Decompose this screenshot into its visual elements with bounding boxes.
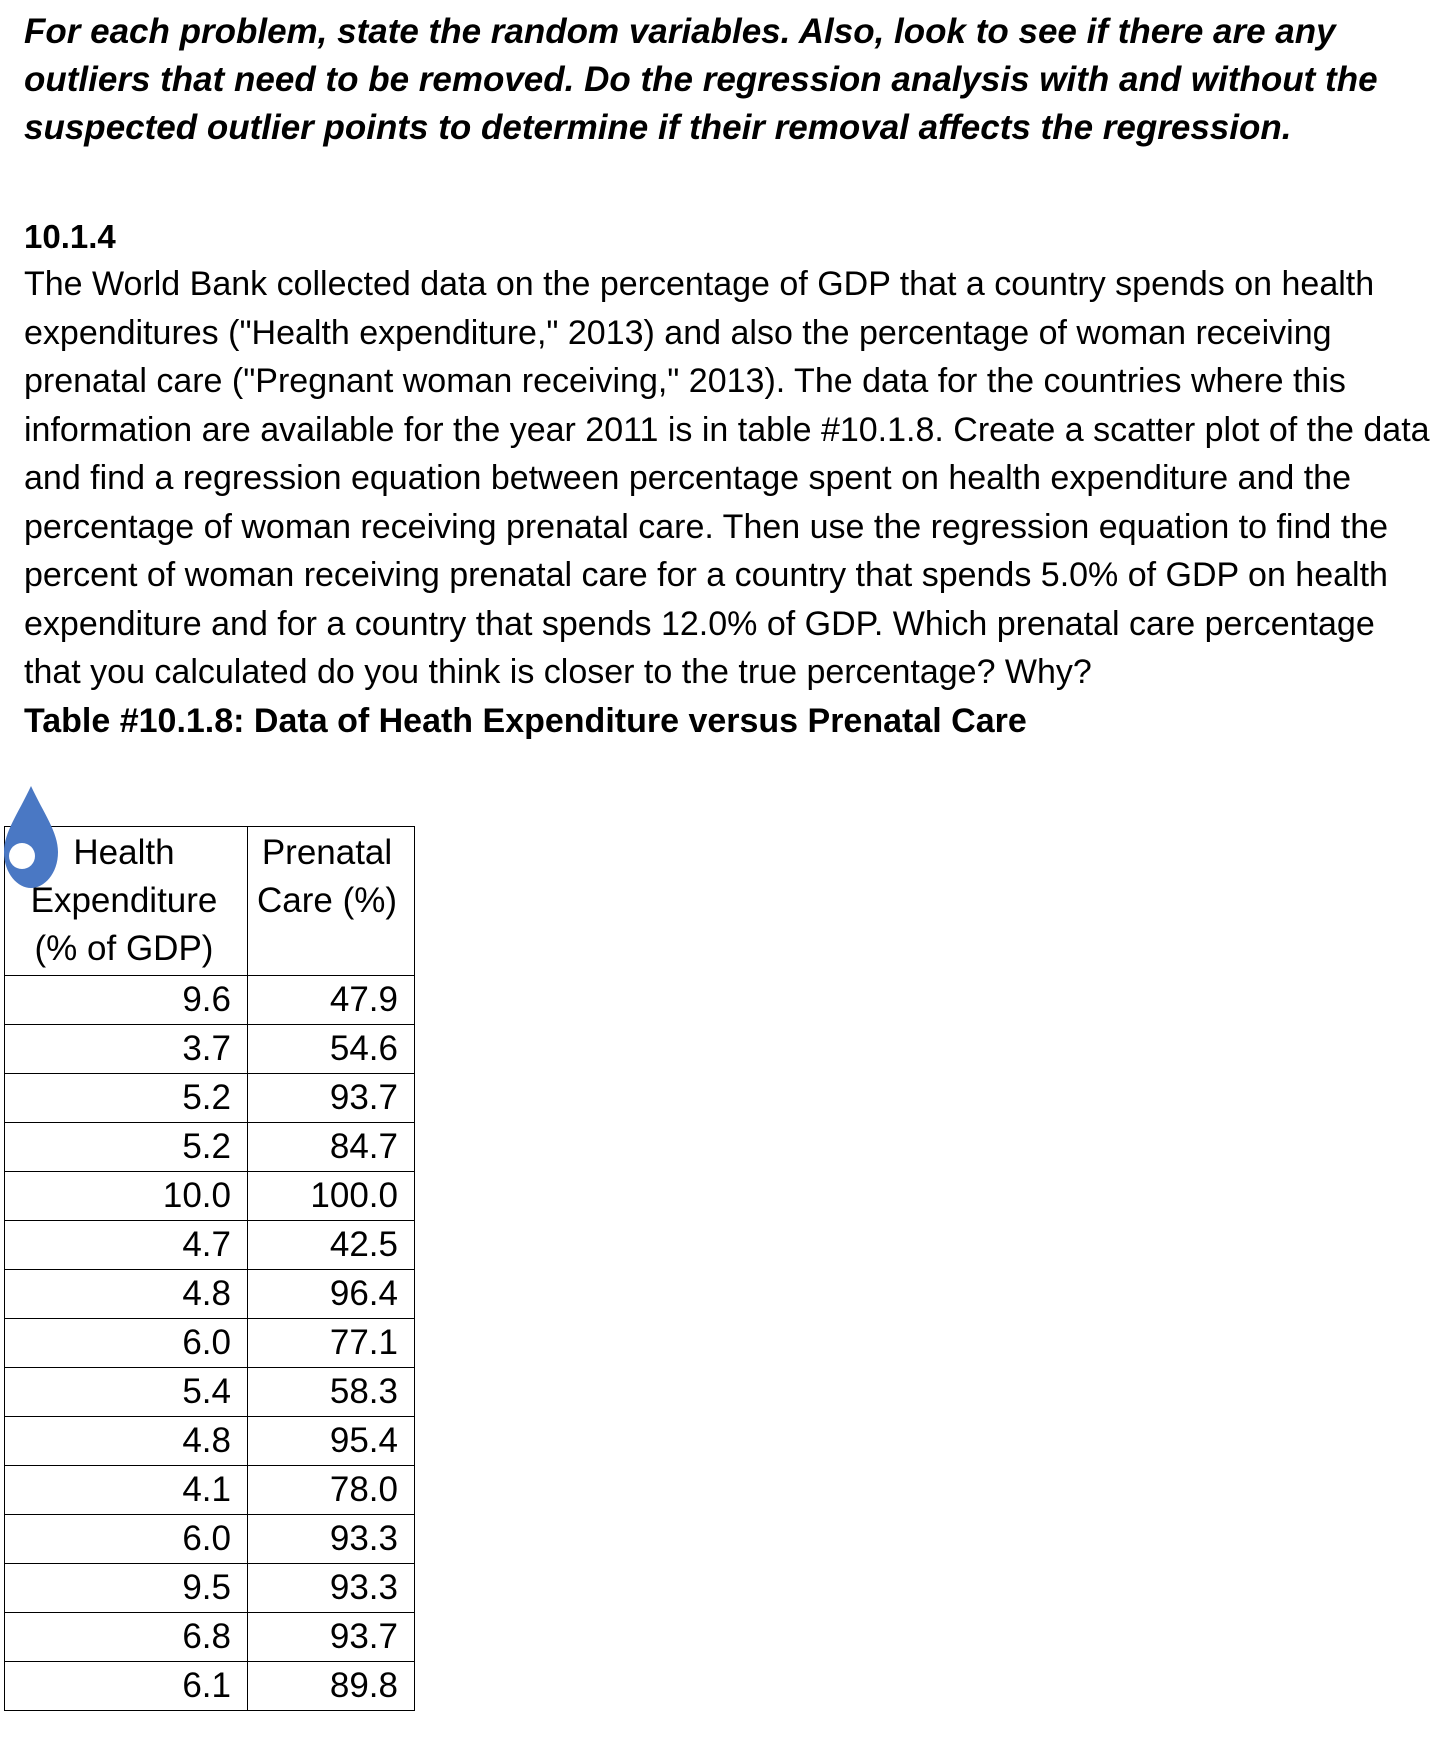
table-row (5, 976, 415, 1025)
cell-prenatal-care: 42.5 (248, 1221, 415, 1270)
cell-prenatal-care: 77.1 (248, 1319, 415, 1368)
cell-health-expenditure: 6.0 (5, 1319, 248, 1368)
table-row (5, 1466, 415, 1515)
cell-health-expenditure: 3.7 (5, 1025, 248, 1074)
table-row (5, 1564, 415, 1613)
table-row (5, 1221, 415, 1270)
table-header-row (5, 827, 415, 976)
header-prenatal-care: Prenatal Care (%) (248, 827, 415, 976)
table-row (5, 1270, 415, 1319)
data-table (4, 826, 415, 1711)
problem-text: The World Bank collected data on the percentage of GDP that a country spends on health expenditures ("Health expenditure," 2013) and also the percentage of woman receiving prenatal care ("Pregnant woman receiving," 2013). The data for the countries where this information are available for the year 2011 is in table #10.1.8. Create a scatter plot of the data and find a regression equation between percentage spent on health expenditure and the percentage of woman receiving prenatal care. Then use the regression equation to find the percent of woman receiving prenatal care for a country that spends 5.0% of GDP on health expenditure and for a country that spends 12.0% of GDP. Which prenatal care percentage that you calculated do you think is closer to the true percentage? Why? (24, 265, 1430, 691)
cell-health-expenditure: 6.0 (5, 1515, 248, 1564)
cell-health-expenditure: 9.6 (5, 976, 248, 1025)
cell-prenatal-care: 78.0 (248, 1466, 415, 1515)
table-row (5, 1662, 415, 1711)
cell-prenatal-care: 47.9 (248, 976, 415, 1025)
drop-pin-icon[interactable] (0, 784, 62, 906)
cell-prenatal-care: 93.7 (248, 1613, 415, 1662)
cell-health-expenditure: 6.1 (5, 1662, 248, 1711)
drop-pin-hole (9, 843, 35, 869)
problem-number: 10.1.4 (24, 218, 116, 255)
cell-prenatal-care: 54.6 (248, 1025, 415, 1074)
table-body (5, 976, 415, 1711)
table-title: Table #10.1.8: Data of Heath Expenditure versus Prenatal Care (24, 701, 1027, 740)
cell-health-expenditure: 5.4 (5, 1368, 248, 1417)
table-row (5, 1613, 415, 1662)
table-row (5, 1025, 415, 1074)
table-row (5, 1172, 415, 1221)
cell-prenatal-care: 95.4 (248, 1417, 415, 1466)
cell-prenatal-care: 84.7 (248, 1123, 415, 1172)
cell-health-expenditure: 4.8 (5, 1417, 248, 1466)
cell-prenatal-care: 100.0 (248, 1172, 415, 1221)
table-row (5, 1515, 415, 1564)
cell-health-expenditure: 4.7 (5, 1221, 248, 1270)
cell-prenatal-care: 93.3 (248, 1564, 415, 1613)
cell-prenatal-care: 93.3 (248, 1515, 415, 1564)
cell-health-expenditure: 5.2 (5, 1074, 248, 1123)
table-row (5, 1123, 415, 1172)
header-health-expenditure: Health Expenditure (% of GDP) (5, 827, 248, 976)
cell-health-expenditure: 4.8 (5, 1270, 248, 1319)
instructions: For each problem, state the random variables. Also, look to see if there are any outliers that need to be removed. Do the regression analysis with and without the suspected outlier points to determine if their removal affects the regression. (24, 12, 1378, 147)
table-row (5, 1417, 415, 1466)
document (24, 8, 1430, 745)
drop-pin-shape (4, 786, 58, 888)
cell-prenatal-care: 96.4 (248, 1270, 415, 1319)
cell-prenatal-care: 58.3 (248, 1368, 415, 1417)
cell-health-expenditure: 10.0 (5, 1172, 248, 1221)
table-row (5, 1074, 415, 1123)
cell-health-expenditure: 4.1 (5, 1466, 248, 1515)
cell-health-expenditure: 6.8 (5, 1613, 248, 1662)
table-row (5, 1319, 415, 1368)
cell-health-expenditure: 9.5 (5, 1564, 248, 1613)
cell-health-expenditure: 5.2 (5, 1123, 248, 1172)
cell-prenatal-care: 93.7 (248, 1074, 415, 1123)
cell-prenatal-care: 89.8 (248, 1662, 415, 1711)
table-row (5, 1368, 415, 1417)
